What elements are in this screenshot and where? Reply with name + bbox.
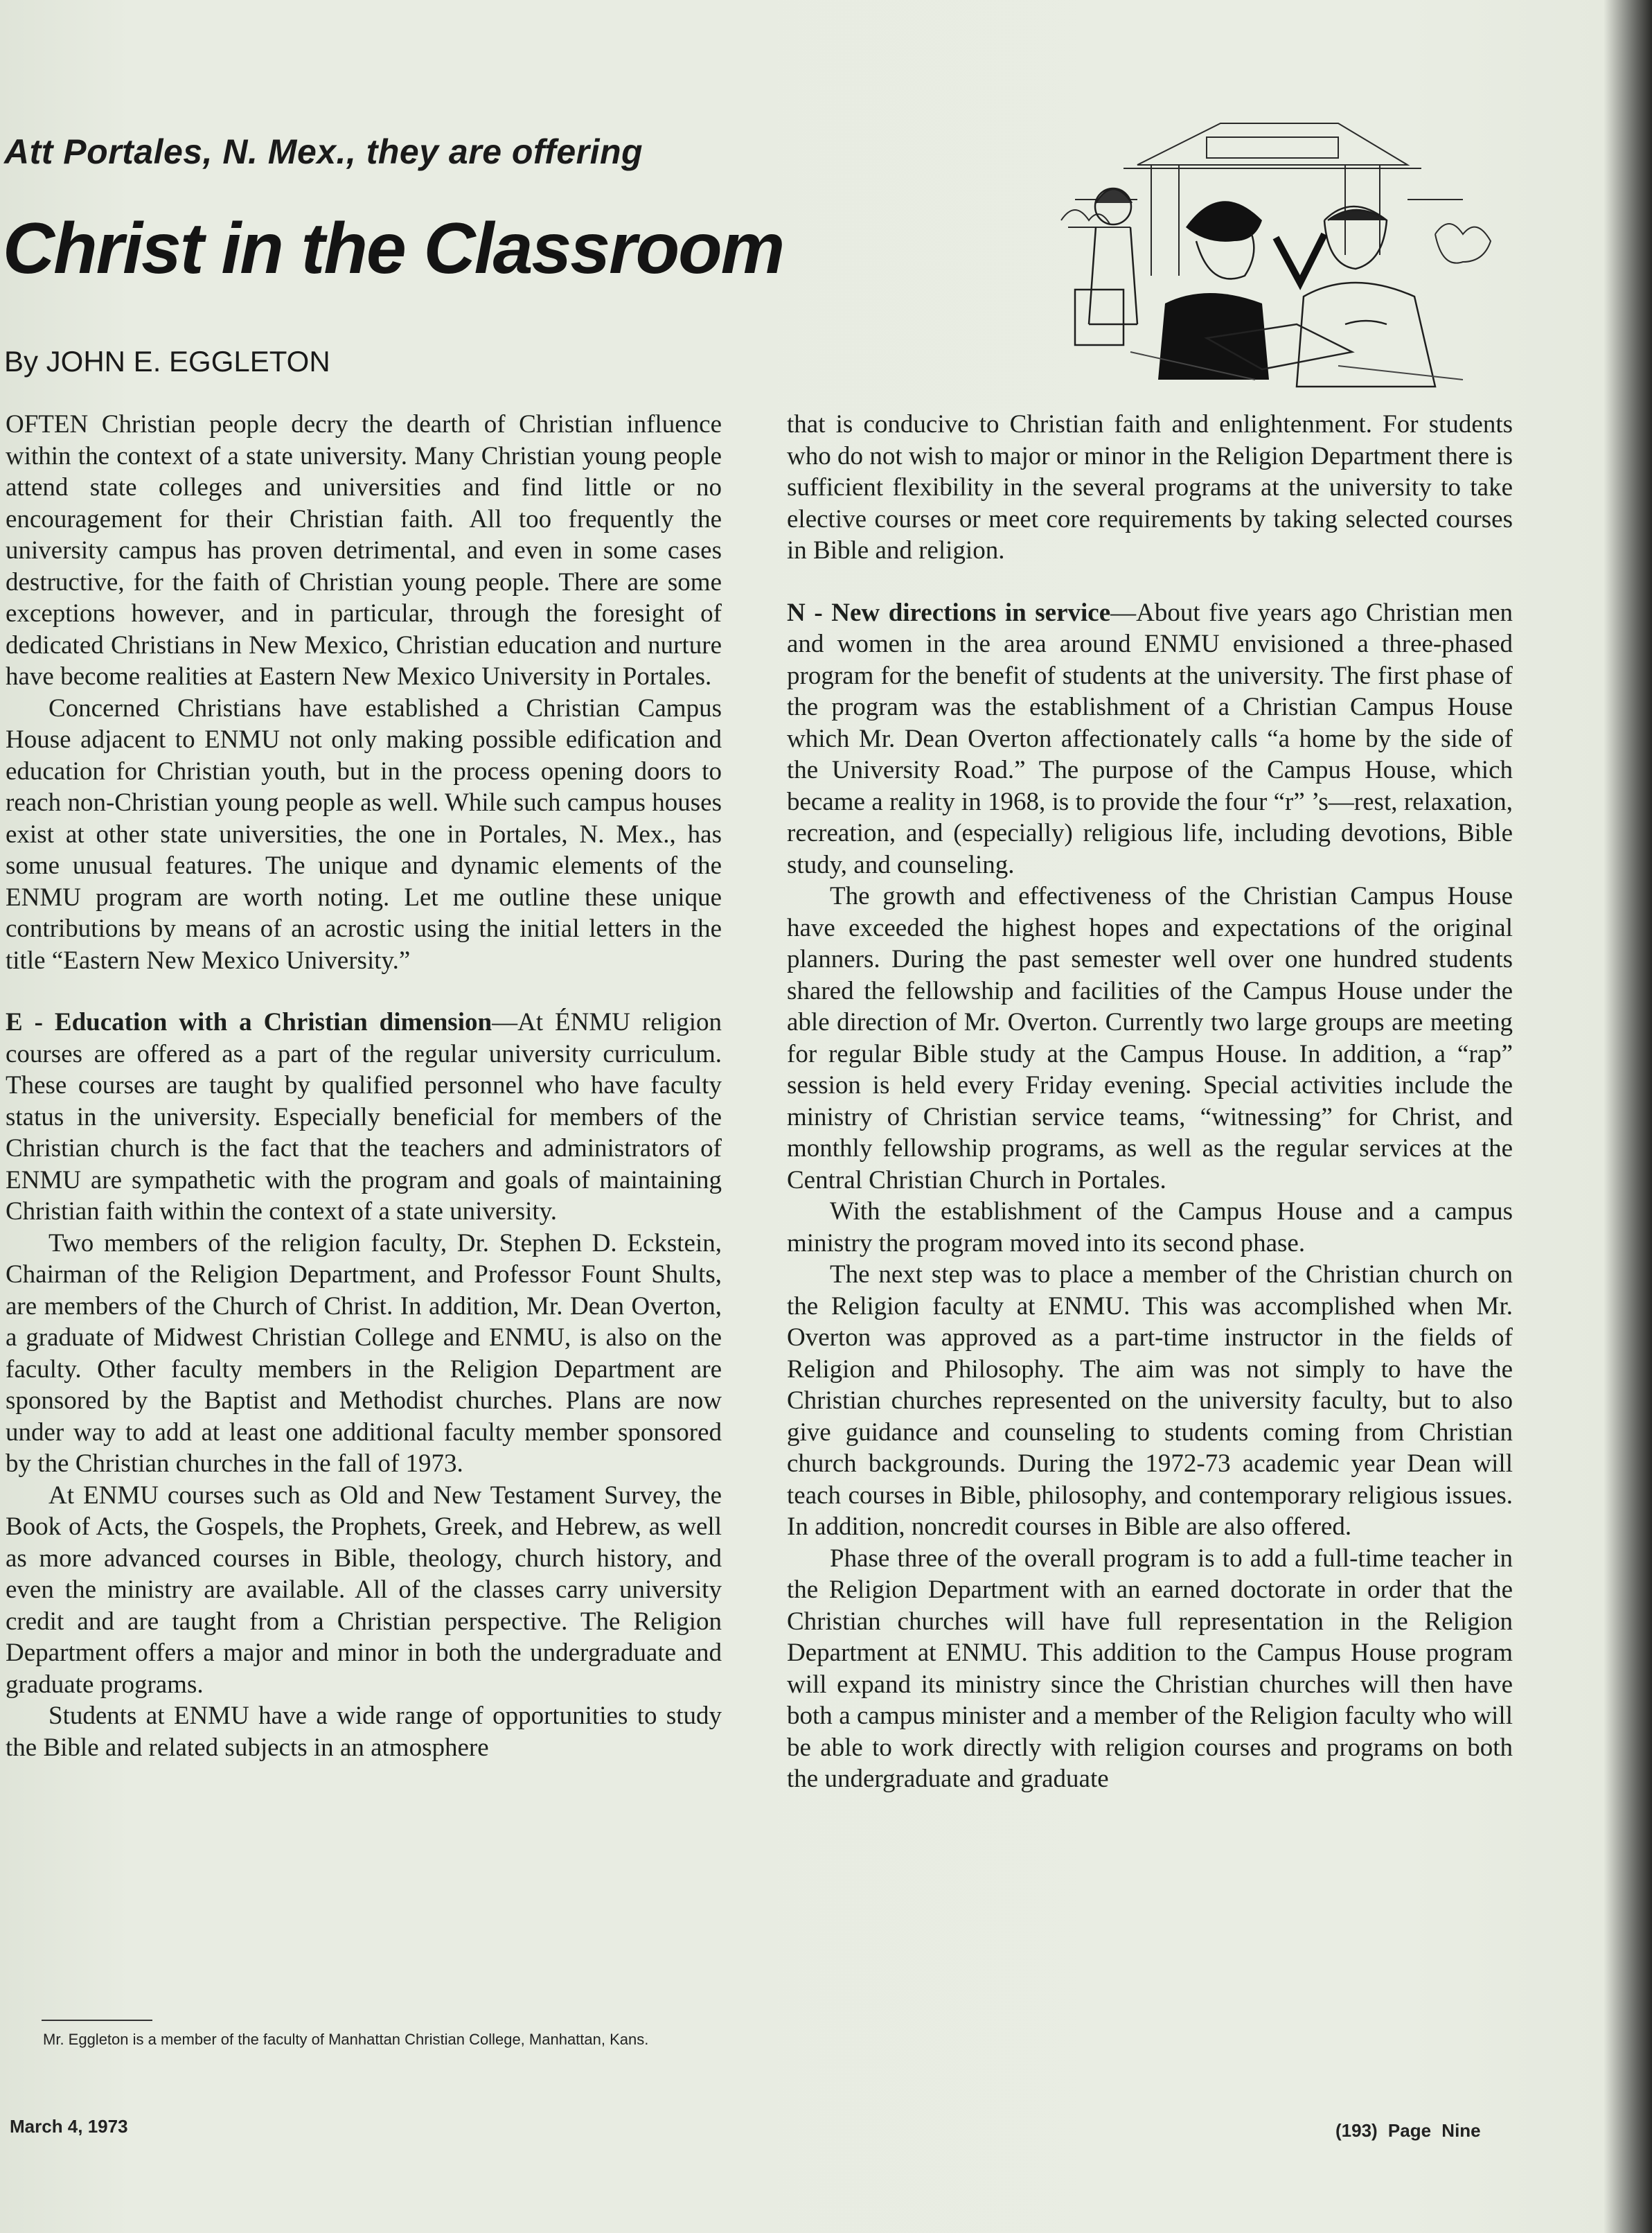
footnote-rule [42, 2020, 152, 2021]
section-education [6, 1007, 722, 1228]
paragraph: The next step was to place a member of the Christian church on the Religion faculty at ENMU. This was accomplished when Mr. Overton was approved as a part-time instructor in the fields of Religion and Philosophy. The aim was not simply to have the Christian churches represented on the university faculty, but to also give guidance and counseling to students coming from Christian church backgrounds. During the 1972-73 academic year Dean will teach courses in Bible, philosophy, and contemporary religious issues. In addition, noncredit courses in Bible are also offered. [787, 1260, 1513, 1541]
article-byline: By JOHN E. EGGLETON [4, 345, 330, 378]
paragraph: OFTEN Christian people decry the dearth of Christian influence within the context of a state university. Many Christian young people attend state colleges and universities and find little or no encouragement for their Christian faith. All too frequently the university campus has proven detrimental, and even in some cases destructive, for the faith of Christian young people. There are some exceptions however, and in particular, through the foresight of dedicated Christians in New Mexico, Christian education and nurture have become realities at Eastern New Mexico University in Portales. [6, 410, 722, 691]
article-title: Christ in the Classroom [3, 209, 784, 289]
paragraph: At ENMU courses such as Old and New Testament Survey, the Book of Acts, the Gospels, the Prophets, Greek, and Hebrew, as well as more advanced courses in Bible, theology, church history, and even the ministry are available. All of the classes carry university credit and are taught from a Christian perspective. The Religion Department offers a major and minor in both the undergraduate and graduate programs. [6, 1481, 722, 1699]
section-new-directions [787, 597, 1513, 881]
page-number: (193) Page Nine [1335, 2120, 1481, 2141]
paragraph: The growth and effectiveness of the Christian Campus House have exceeded the highest hopes and expectations of the original planners. During the past semester well over one hundred students shared the fellowship and facilities of the Campus House under the able direction of Mr. Overton. Currently two large groups are meeting for regular Bible study at the Campus House. In addition, a “rap” session is held every Friday evening. Special activities include the ministry of Christian service teams, “witnessing” for Christ, and monthly fellowship programs, as well as the regular services at the Central Christian Church in Portales. [787, 882, 1513, 1194]
paragraph: Concerned Christians have established a Christian Campus House adjacent to ENMU not only making possible edification and education for Christian youth, but in the process opening doors to reach non-Christian young people as well. While such campus houses exist at other state universities, the one in Portales, N. Mex., has some unusual features. The unique and dynamic elements of the ENMU program are worth noting. Let me outline these unique contributions by means of an acrostic using the initial letters in the title “Eastern New Mexico University.” [6, 694, 722, 975]
section-text: —About five years ago Christian men and women in the area around ENMU envisioned a three-phased program for the benefit of students at the university. The first phase of the program was the establishment of a Christian Campus House which Mr. Dean Overton affectionately calls “a home by the side of the University Road.” The purpose of the Campus House, which became a reality in 1968, is to provide the four “r” ’s—rest, relaxation, recreation, and (especially) religious life, including devotions, Bible study, and counseling. [787, 598, 1513, 879]
paragraph: Phase three of the overall program is to add a full-time teacher in the Religion Department with an earned doctorate in order that the Christian churches will have full representation in the Religion Department at ENMU. This addition to the Campus House program will expand its ministry since the Christian churches will then have both a campus minister and a member of the Religion faculty who will be able to work directly with religion courses and programs on both the undergraduate and graduate [787, 1544, 1513, 1793]
left-column [6, 409, 722, 1763]
students-campus-illustration [1047, 116, 1504, 394]
author-footnote: Mr. Eggleton is a member of the faculty of Manhattan Christian College, Manhattan, Kans. [43, 2031, 649, 2048]
section-heading: N - New directions in service [787, 598, 1111, 627]
paragraph: With the establishment of the Campus House and a campus ministry the program moved into its second phase. [787, 1197, 1513, 1257]
page-edge-shadow [1604, 0, 1652, 2233]
article-kicker: Att Portales, N. Mex., they are offering [4, 132, 643, 171]
paragraph: Two members of the religion faculty, Dr. Stephen D. Eckstein, Chairman of the Religion Department, and Professor Fount Shults, are members of the Church of Christ. In addition, Mr. Dean Overton, a graduate of Midwest Christian College and ENMU, is also on the faculty. Other faculty members in the Religion Department are sponsored by the Baptist and Methodist churches. Plans are now under way to add at least one additional faculty member sponsored by the Christian churches in the fall of 1973. [6, 1228, 722, 1478]
paragraph: Students at ENMU have a wide range of opportunities to study the Bible and related subjects in an atmosphere [6, 1702, 722, 1762]
section-heading: E - Education with a Christian dimension [6, 1008, 492, 1036]
issue-date: March 4, 1973 [10, 2116, 128, 2137]
right-column [787, 409, 1513, 1795]
section-text: —At ÉNMU religion courses are offered as a part of the regular university curriculum. These courses are taught by qualified personnel who have faculty status in the university. Especially beneficial for members of the Christian church is the fact that the teachers and administrators of ENMU are sympathetic with the program and goals of maintaining Christian faith within the context of a state university. [6, 1008, 722, 1226]
paragraph: that is conducive to Christian faith and enlightenment. For students who do not wish to major or minor in the Religion Department there is sufficient flexibility in the several programs at the university to take elective courses or meet core requirements by taking selected courses in Bible and religion. [787, 410, 1513, 565]
